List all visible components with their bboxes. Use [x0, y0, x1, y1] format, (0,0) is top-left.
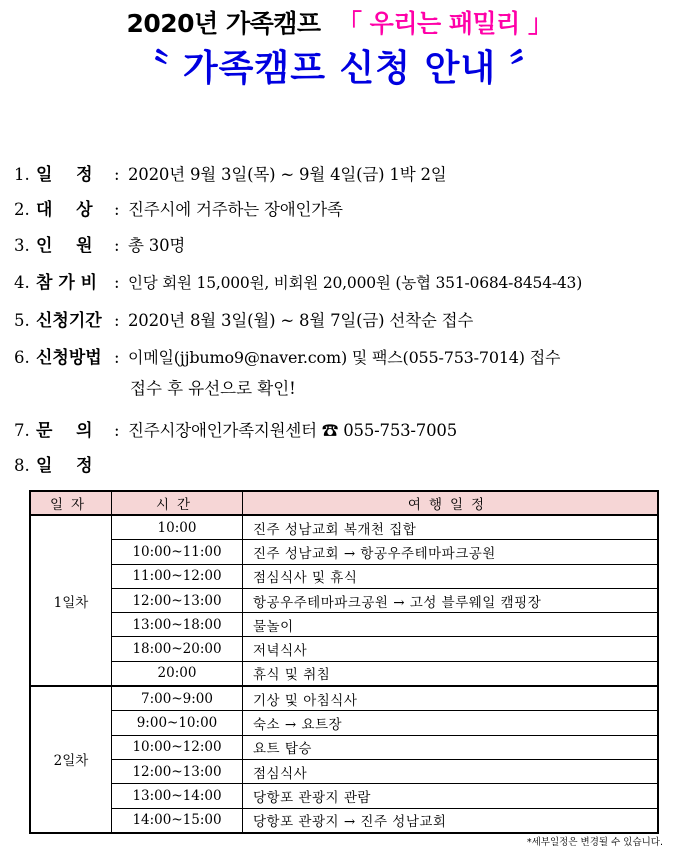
table-row — [30, 686, 658, 711]
activity-cell: 저녁식사 — [243, 637, 659, 661]
table-row — [30, 588, 658, 612]
item-label: 참 가 비 — [36, 273, 98, 293]
activity-cell: 점심식사 — [243, 759, 659, 783]
activity-cell: 기상 및 아침식사 — [243, 686, 659, 711]
item-value: 2020년 8월 3일(월) ~ 8월 7일(금) 선착순 접수 — [128, 311, 474, 330]
list-item-period: 5. 신청기간 : 2020년 8월 3일(월) ~ 8월 7일(금) 선착순 접수 — [14, 306, 473, 331]
item-value: 2020년 9월 3일(목) ~ 9월 4일(금) 1박 2일 — [128, 165, 447, 184]
item-number: 6. — [14, 348, 30, 367]
table-row — [30, 540, 658, 564]
footnote: *세부일정은 변경될 수 있습니다. — [526, 837, 663, 848]
item-number: 4. — [14, 273, 30, 292]
list-item-contact: 7. 문 의 : 진주시장애인가족지원센터 ☎ 055-753-7005 — [14, 416, 457, 441]
title-prefix: 2020년 가족캠프 — [126, 9, 321, 38]
activity-cell: 요트 탑승 — [243, 735, 659, 759]
table-row — [30, 564, 658, 588]
table-row — [30, 735, 658, 759]
item-label: 일 정 — [36, 165, 93, 185]
item-label: 대 상 — [36, 200, 93, 220]
header-activity: 여행일정 — [243, 491, 659, 515]
day-cell: 1일차 — [30, 515, 112, 686]
title-highlight: 「 우리는 패밀리 」 — [336, 9, 553, 38]
item-number: 2. — [14, 200, 30, 219]
activity-cell: 당항포 관광지 관람 — [243, 784, 659, 808]
page-title — [0, 4, 679, 40]
item-number: 5. — [14, 311, 30, 330]
time-cell: 7:00~9:00 — [112, 686, 243, 711]
item-value: 이메일(jjbumo9@naver.com) 및 팩스(055-753-7014) 접수 — [128, 348, 561, 367]
list-item-method: 6. 신청방법 : 이메일(jjbumo9@naver.com) 및 팩스(055-753-7014) 접수 — [14, 343, 560, 368]
item-number: 7. — [14, 421, 30, 440]
list-item-fee: 4. 참 가 비 : 인당 회원 15,000원, 비회원 20,000원 (농협 351-0684-8454-43) — [14, 268, 582, 293]
table-row — [30, 711, 658, 735]
header-time: 시간 — [112, 491, 243, 515]
table-header-row — [30, 491, 658, 515]
time-cell: 10:00~12:00 — [112, 735, 243, 759]
activity-cell: 진주 성남교회 복개천 집합 — [243, 515, 659, 540]
item-value: 인당 회원 15,000원, 비회원 20,000원 (농협 351-0684-8454-43) — [128, 274, 583, 292]
activity-cell: 항공우주테마파크공원 → 고성 블루웨일 캠핑장 — [243, 588, 659, 612]
header-day: 일자 — [30, 491, 112, 515]
table-row — [30, 784, 658, 808]
table-row — [30, 661, 658, 686]
day-cell: 2일차 — [30, 686, 112, 833]
item-label: 신청방법 — [36, 348, 102, 368]
time-cell: 13:00~18:00 — [112, 613, 243, 637]
table-row — [30, 515, 658, 540]
item-label: 신청기간 — [36, 311, 102, 331]
item-value: 총 30명 — [128, 236, 186, 255]
table-row — [30, 613, 658, 637]
activity-cell: 점심식사 및 휴식 — [243, 564, 659, 588]
schedule-table — [29, 490, 659, 834]
item-number: 3. — [14, 236, 30, 255]
list-item-target: 2. 대 상 : 진주시에 거주하는 장애인가족 — [14, 195, 343, 220]
item-label: 인 원 — [36, 236, 93, 256]
table-row — [30, 759, 658, 783]
time-cell: 18:00~20:00 — [112, 637, 243, 661]
time-cell: 11:00~12:00 — [112, 564, 243, 588]
time-cell: 12:00~13:00 — [112, 588, 243, 612]
time-cell: 13:00~14:00 — [112, 784, 243, 808]
time-cell: 20:00 — [112, 661, 243, 686]
time-cell: 10:00 — [112, 515, 243, 540]
table-row — [30, 808, 658, 833]
item-value: 진주시에 거주하는 장애인가족 — [128, 200, 343, 219]
activity-cell: 휴식 및 취침 — [243, 661, 659, 686]
item-label: 문 의 — [36, 421, 93, 441]
time-cell: 12:00~13:00 — [112, 759, 243, 783]
page-subtitle: 〝 가족캠프 신청 안내 〞 — [132, 48, 547, 89]
time-cell: 14:00~15:00 — [112, 808, 243, 833]
list-item-date: 1. 일 정 : 2020년 9월 3일(목) ~ 9월 4일(금) 1박 2일 — [14, 160, 447, 185]
item-label: 일 정 — [36, 456, 93, 476]
activity-cell: 물놀이 — [243, 613, 659, 637]
time-cell: 9:00~10:00 — [112, 711, 243, 735]
list-item-capacity: 3. 인 원 : 총 30명 — [14, 231, 185, 256]
item-number: 8. — [14, 456, 30, 475]
time-cell: 10:00~11:00 — [112, 540, 243, 564]
table-row — [30, 637, 658, 661]
activity-cell: 당항포 관광지 → 진주 성남교회 — [243, 808, 659, 833]
activity-cell: 숙소 → 요트장 — [243, 711, 659, 735]
method-continuation: 접수 후 유선으로 확인! — [130, 379, 296, 398]
list-item-schedule — [14, 451, 114, 476]
activity-cell: 진주 성남교회 → 항공우주테마파크공원 — [243, 540, 659, 564]
item-value: 진주시장애인가족지원센터 ☎ 055-753-7005 — [128, 421, 457, 440]
item-number: 1. — [14, 165, 30, 184]
